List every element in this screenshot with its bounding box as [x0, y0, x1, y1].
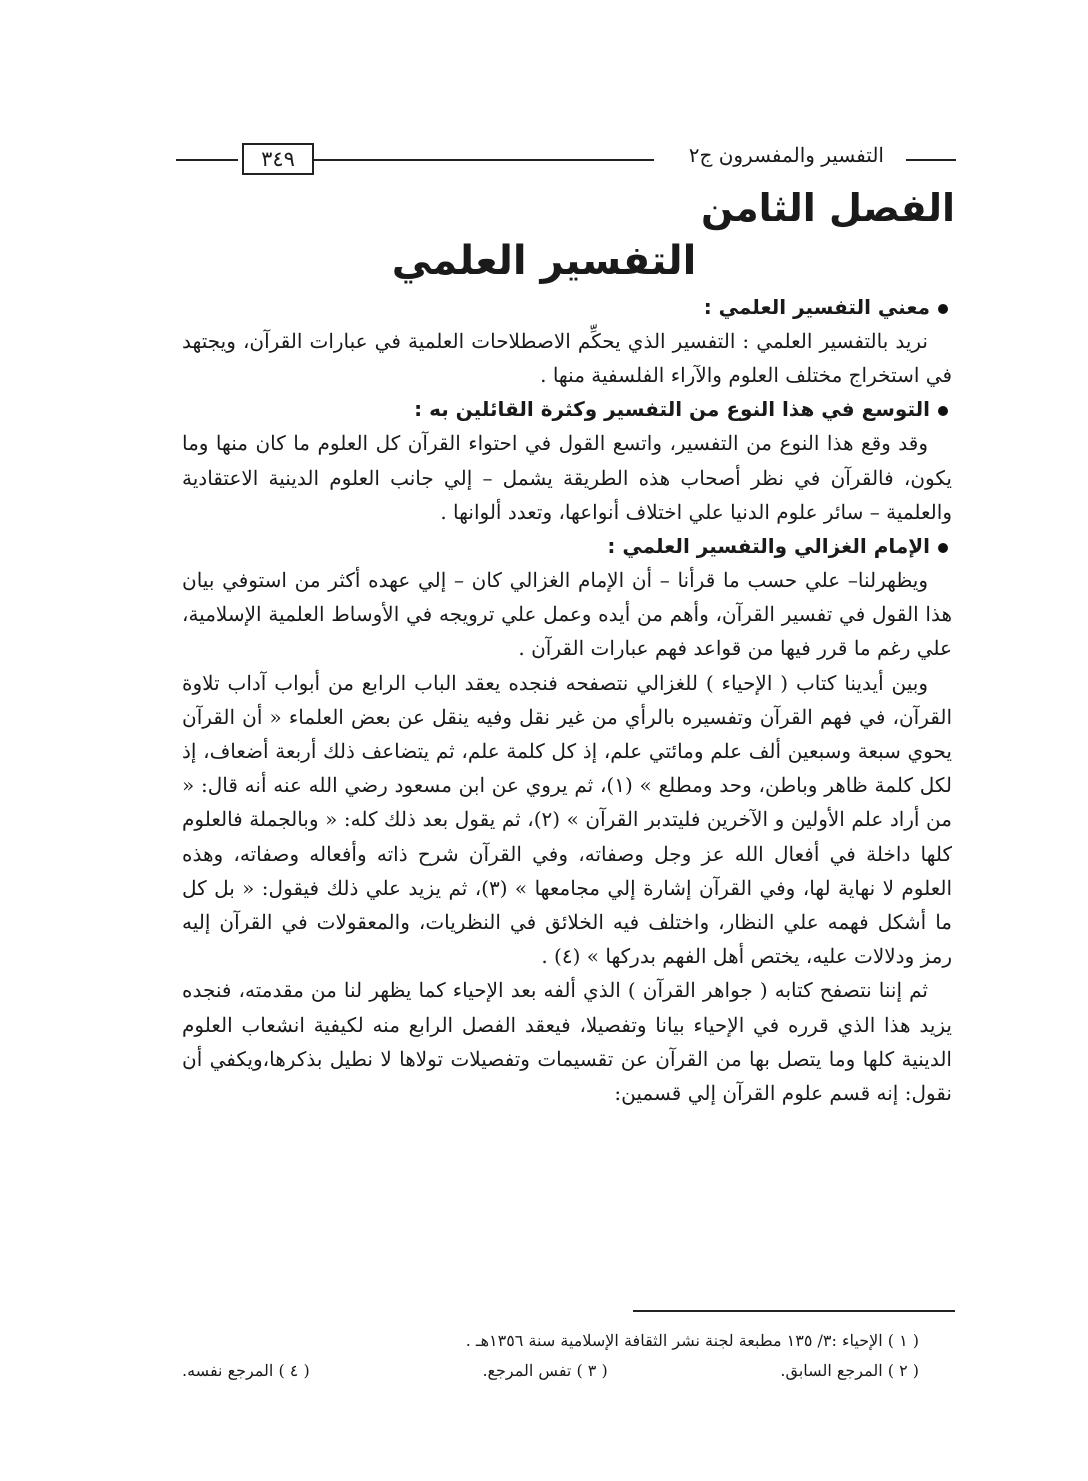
- header-rule-left: [176, 159, 238, 161]
- page-title: التفسير العلمي: [391, 238, 697, 284]
- bullet-icon: [938, 543, 948, 553]
- footnote-1: ( ١ ) الإحياء :٣/ ١٣٥ مطبعة لجنة نشر الثقافة الإسلامية سنة ١٣٥٦هـ .: [465, 1331, 919, 1350]
- chapter-heading: الفصل الثامن: [700, 186, 955, 230]
- footnotes: [182, 1326, 919, 1386]
- bullet-icon: [938, 406, 948, 416]
- page-number: ٣٤٩: [242, 143, 314, 175]
- section-heading: [182, 529, 952, 563]
- bullet-icon: [938, 304, 948, 314]
- paragraph: وبين أيدينا كتاب ( الإحياء ) للغزالي نتصفحه فنجده يعقد الباب الرابع من أبواب آداب تلاوة القرآن، في فهم القرآن وتفسيره بالرأي من غير نقل وفيه ينقل عن بعض العلماء « أن القرآن يحوي سبعة وسبعين ألف علم ومائتي علم، إذ كل كلمة علم، ثم يتضاعف ذلك أربعة أضعاف، إذ لكل كلمة ظاهر وباطن، وحد ومطلع » (١)، ثم يروي عن ابن مسعود رضي الله عنه أنه قال: « من أراد علم الأولين و الآخرين فليتدبر القرآن » (٢)، ثم يقول بعد ذلك كله: « وبالجملة فالعلوم كلها داخلة في أفعال الله عز وجل وصفاته، وفي القرآن شرح ذاته وأفعاله وصفاته، وهذه العلوم لا نهاية لها، وفي القرآن إشارة إلي مجامعها » (٣)، ثم يزيد علي ذلك فيقول: « بل كل ما أشكل فهمه علي النظار، واختلف فيه الخلائق في النظريات، والمعقولات في القرآن إليه رمز ودلالات عليه، يختص أهل الفهم بدركها » (٤) .: [182, 670, 952, 969]
- paragraph: ويظهرلنا– علي حسب ما قرأنا – أن الإمام الغزالي كان – إلي عهده أكثر من استوفي بيان هذا القول في تفسير القرآن، وأهم من أيده وعمل علي ترويجه في الأوساط العلمية الإسلامية، علي رغم ما قرر فيها من قواعد فهم عبارات القرآن .: [182, 568, 952, 661]
- footnote-row: [182, 1356, 919, 1386]
- header-rule-right: [906, 159, 956, 161]
- footnote-2: ( ٢ ) المرجع السابق.: [780, 1361, 919, 1380]
- header-rule-middle: [314, 159, 654, 161]
- paragraph: نريد بالتفسير العلمي : التفسير الذي يحكِّم الاصطلاحات العلمية في عبارات القرآن، ويجتهد في استخراج مختلف العلوم والآراء الفلسفية منها .: [182, 329, 952, 388]
- body-text: [182, 290, 952, 1110]
- footnote-rule: [633, 1310, 955, 1312]
- running-title: التفسير والمفسرون ج٢: [688, 143, 884, 167]
- section-heading-text: معني التفسير العلمي :: [703, 295, 930, 319]
- footnote-4: ( ٤ ) المرجع نفسه.: [182, 1361, 310, 1380]
- footnote-3: ( ٣ ) تفس المرجع.: [482, 1361, 608, 1380]
- paragraph: ثم إننا نتصفح كتابه ( جواهر القرآن ) الذي ألفه بعد الإحياء كما يظهر لنا من مقدمته، فنجده يزيد هذا الذي قرره في الإحياء بيانا وتفصيلا، فيعقد الفصل الرابع منه لكيفية انشعاب العلوم الدينية كلها وما يتصل بها من القرآن عن تقسيمات وتفصيلات تولاها لا نطيل بذكرها،ويكفي أن نقول: إنه قسم علوم القرآن إلي قسمين:: [182, 978, 952, 1106]
- paragraph: وقد وقع هذا النوع من التفسير، واتسع القول في احتواء القرآن كل العلوم ما كان منها وما يكون، فالقرآن في نظر أصحاب هذه الطريقة يشمل – إلي جانب العلوم الدينية الاعتقادية والعلمية – سائر علوم الدنيا علي اختلاف أنواعها، وتعدد ألوانها .: [182, 431, 952, 524]
- page-header: [176, 143, 956, 177]
- section-heading-text: التوسع في هذا النوع من التفسير وكثرة القائلين به :: [414, 397, 930, 422]
- section-heading-text: الإمام الغزالي والتفسير العلمي :: [607, 534, 930, 559]
- section-heading: [182, 392, 952, 426]
- section-heading: [182, 290, 952, 324]
